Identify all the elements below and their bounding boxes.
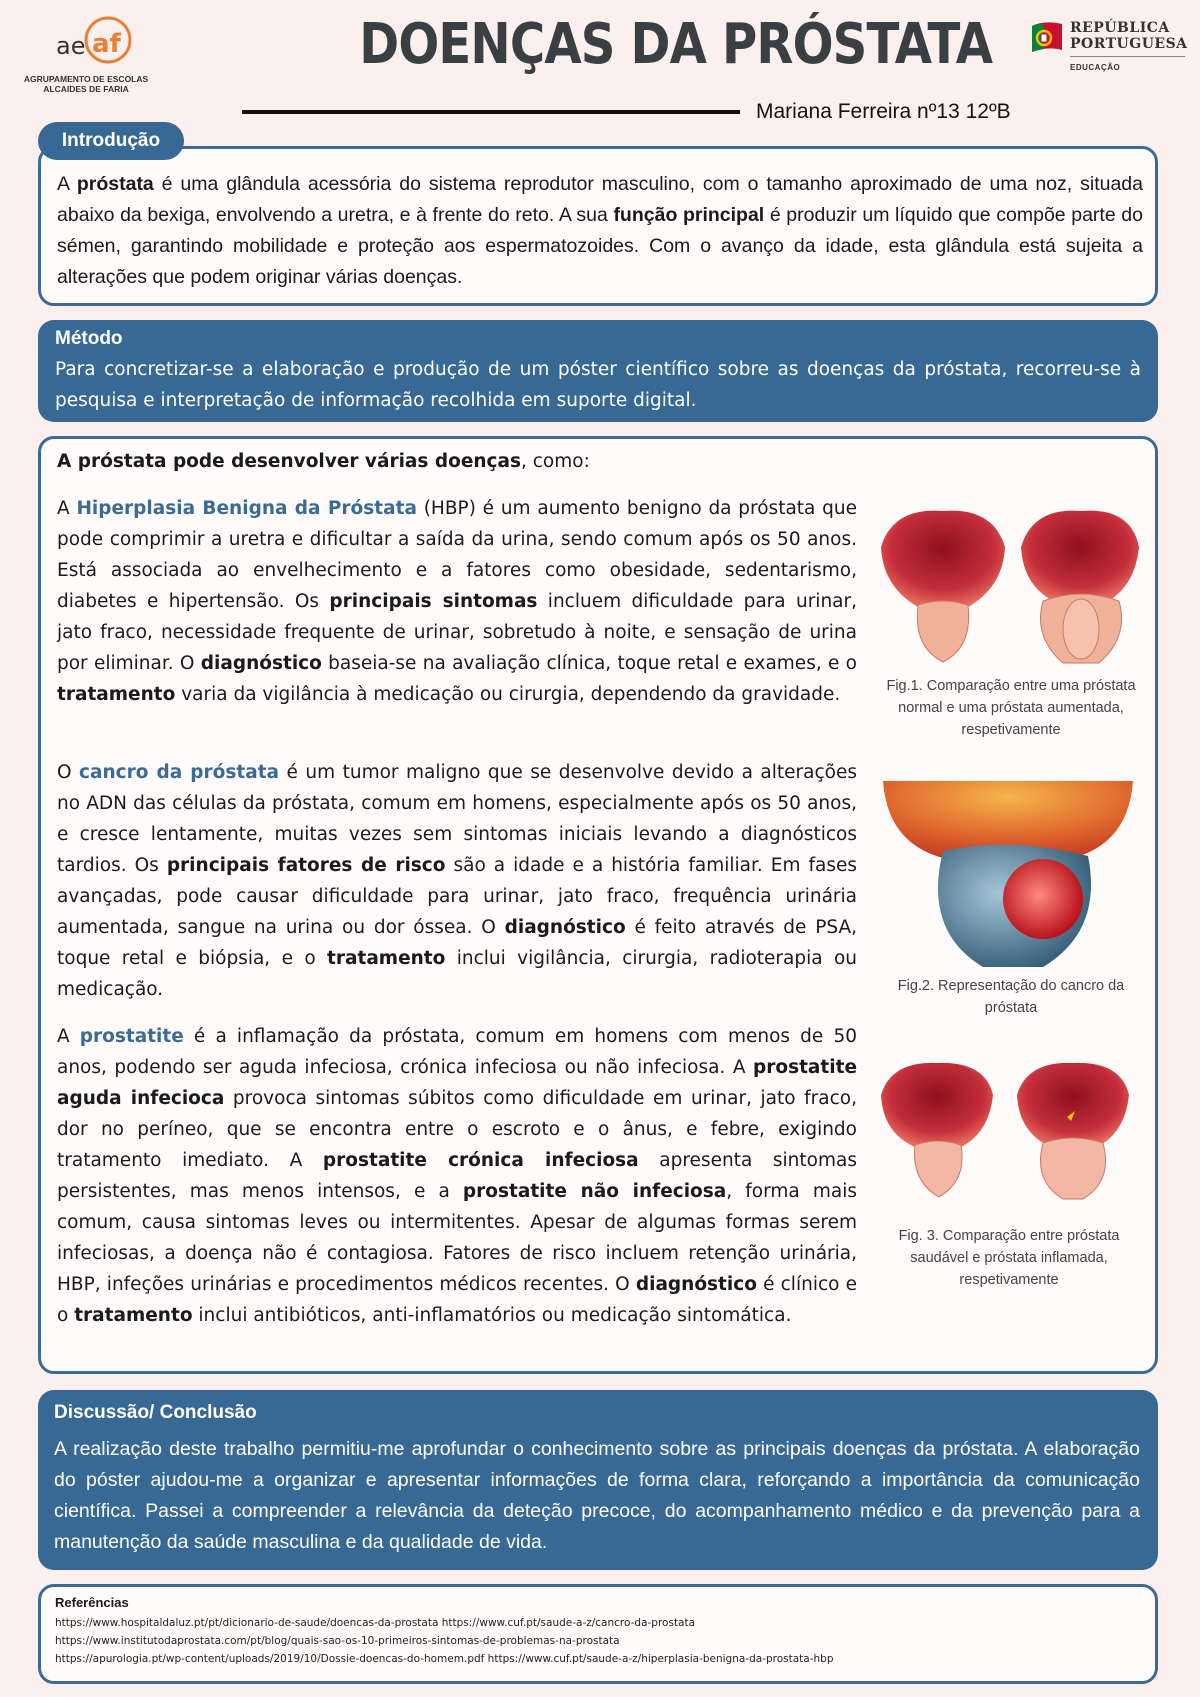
method-label: Método xyxy=(55,328,123,349)
conclusion-text: A realização deste trabalho permitiu-me aprofundar o conhecimento sobre as principais doenças da próstata. A elaboração do póster ajudou-me a organizar e apresentar informações de forma clara, reforçando a importância da comunicação científica. Passei a compreender a relevância da deteção precoce, do acompanhamento médico e da prevenção para a manutenção da saúde masculina e da qualidade de vida. xyxy=(54,1438,1140,1553)
figure-2-image xyxy=(883,781,1133,971)
header xyxy=(0,0,1200,130)
school-logo-af: af xyxy=(92,29,121,59)
method-text: Para concretizar-se a elaboração e produção de um póster científico sobre as doenças da próstata, recorreu-se à pesquisa e interpretação de informação recolhida em suporte digital. xyxy=(55,359,1141,411)
page-title: DOENÇAS DA PRÓSTATA xyxy=(359,12,993,77)
introduction-label: Introdução xyxy=(38,122,184,160)
government-logo xyxy=(1028,16,1188,80)
reference-line: https://apurologia.pt/wp-content/uploads/2019/10/Dossie-doencas-do-homem.pdf https://www.cuf.pt/saude-a-z/hiperplasia-benigna-da-prostata-hbp xyxy=(55,1653,834,1665)
conclusion-section xyxy=(38,1390,1158,1570)
school-logo-ae: ae xyxy=(56,32,86,60)
government-logo-education: EDUCAÇÃO xyxy=(1070,63,1121,72)
introduction-text: A próstata é uma glândula acessória do sistema reprodutor masculino, com o tamanho aproximado de uma noz, situada abaixo da bexiga, envolvendo a uretra, e à frente do reto. A sua função principal é produzir um líquido que compõe parte do sémen, garantindo mobilidade e proteção aos espermatozoides. Com o avanço da idade, esta glândula está sujeita a alterações que podem originar várias doenças. xyxy=(57,173,1143,288)
title-divider xyxy=(242,110,740,114)
diseases-lead: A próstata pode desenvolver várias doenças, como: xyxy=(57,451,590,472)
method-section xyxy=(38,320,1158,422)
figure-2-caption: Fig.2. Representação do cancro da próstata xyxy=(897,978,1125,1016)
school-logo xyxy=(16,16,156,96)
cancer-paragraph: O cancro da próstata é um tumor maligno que se desenvolve devido a alterações no ADN das células da próstata, comum em homens, especialmente após os 50 anos, e cresce lentamente, muitas vezes sem sintomas iniciais levando a diagnósticos tardios. Os principais fatores de risco são a idade e a história familiar. Em fases avançadas, pode causar dificuldade para urinar, jato fraco, frequência urinária aumentada, sangue na urina ou dor óssea. O diagnóstico é feito através de PSA, toque retal e biópsia, e o tratamento inclui vigilância, cirurgia, radioterapia ou medicação. xyxy=(57,762,858,1000)
references-section xyxy=(38,1584,1158,1684)
figure-1-image xyxy=(873,507,1143,667)
references-label: Referências xyxy=(55,1595,129,1610)
figure-3-image xyxy=(877,1061,1137,1201)
introduction-section xyxy=(38,146,1158,306)
conclusion-label: Discussão/ Conclusão xyxy=(54,1402,257,1423)
diseases-section xyxy=(38,436,1158,1374)
author: Mariana Ferreira nº13 12ºB xyxy=(756,100,1011,123)
reference-line: https://www.institutodaprostata.com/pt/blog/quais-sao-os-10-primeiros-sintomas-de-problemas-na-prostata xyxy=(55,1635,620,1647)
hbp-paragraph: A Hiperplasia Benigna da Próstata (HBP) é um aumento benigno da próstata que pode comprimir a uretra e dificultar a saída da urina, sendo comum após os 50 anos. Está associada ao envelhecimento e a fatores como obesidade, sedentarismo, diabetes e hipertensão. Os principais sintomas incluem dificuldade para urinar, jato fraco, necessidade frequente de urinar, sobretudo à noite, e sensação de urina por eliminar. O diagnóstico baseia-se na avaliação clínica, toque retal e exames, e o tratamento varia da vigilância à medicação ou cirurgia, dependendo da gravidade. xyxy=(57,498,857,705)
government-logo-text: REPÚBLICA PORTUGUESA xyxy=(1070,20,1188,52)
school-name: AGRUPAMENTO DE ESCOLAS ALCAIDES DE FARIA xyxy=(23,74,149,94)
reference-line: https://www.hospitaldaluz.pt/pt/dicionario-de-saude/doencas-da-prostata https://www.cuf.pt/saude-a-z/cancro-da-prostata xyxy=(55,1617,696,1629)
figure-3-caption: Fig. 3. Comparação entre próstata saudável e próstata inflamada, respetivamente xyxy=(898,1228,1120,1288)
prostatitis-paragraph: A prostatite é a inflamação da próstata, comum em homens com menos de 50 anos, podendo ser aguda infeciosa, crónica infeciosa ou não infeciosa. A prostatite aguda infecioca provoca sintomas súbitos como dificuldade em urinar, jato fraco, dor no períneo, que se encontra entre o escroto e o ânus, e febre, exigindo tratamento imediato. A prostatite crónica infeciosa apresenta sintomas persistentes, mas menos intensos, e a prostatite não infeciosa, forma mais comum, causa sintomas leves ou intermitentes. Apesar de algumas formas serem infeciosas, a doença não é contagiosa. Fatores de risco incluem retenção urinária, HBP, infeções urinárias e procedimentos médicos recentes. O diagnóstico é clínico e o tratamento inclui antibióticos, anti-inflamatórios ou medicação sintomática. xyxy=(57,1026,858,1326)
school-logo-mark xyxy=(46,16,136,68)
figure-1-caption: Fig.1. Comparação entre uma próstata normal e uma próstata aumentada, respetivamente xyxy=(886,678,1136,738)
portugal-flag-icon xyxy=(1028,20,1066,60)
